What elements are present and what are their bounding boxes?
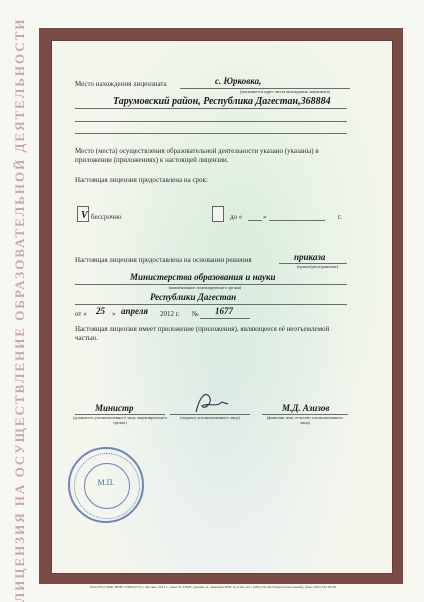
number-line — [200, 318, 250, 319]
number-label: № — [192, 310, 199, 318]
side-title — [6, 17, 34, 602]
date-month: апреля — [121, 306, 149, 316]
date-day: 25 — [96, 306, 105, 316]
date-year: 2012 г. — [160, 310, 180, 318]
position-hint: (должность уполномоченного лица лицензирующего органа) — [72, 415, 168, 425]
until-year: г. — [338, 213, 342, 221]
authority-line-1: Министерства образования и науки — [130, 272, 276, 282]
location-value-1: с. Юрковка, — [215, 76, 262, 86]
location-line-4 — [75, 133, 347, 134]
side-title-text: ЛИЦЕНЗИЯ НА ОСУЩЕСТВЛЕНИЕ ОБРАЗОВАТЕЛЬНОЙ ДЕЯТЕЛЬНОСТИ — [12, 17, 27, 602]
date-sep: » — [112, 310, 116, 318]
license-number: 1677 — [215, 306, 233, 316]
decision-hint: (приказ/распоряжение) — [296, 264, 339, 269]
authority-line-2: Республики Дагестан — [150, 292, 237, 302]
indefinite-label: бессрочно — [91, 213, 122, 221]
signatory-position: Министр — [95, 403, 134, 413]
until-checkbox — [212, 206, 224, 222]
basis-label: Настоящая лицензия предоставлена на основании решения — [75, 256, 252, 264]
printer-footer: ООО Н.Т.ГРАФ, ИНН 7736032770, г. Москва, 2012 г., заказ № 31605, уровень А, лицензия ФНС России, тел.: (495) 332-02-92(многоканальный), факс (495) 332-04-89 — [89, 585, 337, 589]
until-prefix: до « — [230, 213, 243, 221]
signature-hint: (подпись уполномоченного лица) — [180, 415, 240, 420]
location-label: Место нахождения лицензиата — [75, 80, 167, 88]
date-prefix: от « — [75, 310, 87, 318]
authority-hint: (наименование лицензирующего органа) — [168, 285, 242, 290]
term-label: Настоящая лицензия предоставлена на срок: — [75, 176, 208, 184]
official-seal — [68, 447, 144, 523]
until-month-line — [269, 220, 325, 221]
authority-rule-2 — [75, 304, 347, 305]
name-hint: (фамилия, имя, отчество уполномоченного лица) — [266, 415, 344, 425]
location-line-3 — [75, 121, 347, 122]
signatory-name: М.Д. Азизов — [282, 403, 330, 413]
appendix-text: Настоящая лицензия имеет приложение (приложения), являющееся её неотъемлемой частью. — [75, 325, 330, 342]
location-value-2: Тарумовский район, Республика Дагестан,368884 — [113, 96, 331, 107]
signature-mark — [188, 388, 238, 416]
until-mid: » — [263, 213, 267, 221]
until-day-line — [248, 220, 262, 221]
location-hint: (указывается адрес места нахождения лицензиата) — [239, 89, 331, 94]
seal-label: М.П. — [97, 478, 115, 487]
indefinite-mark: V — [81, 210, 88, 221]
activity-place-text: Место (места) осуществления образовательной деятельности указано (указаны) в приложении (приложениях) к настоящей лицензии. — [75, 147, 319, 164]
decision-type: приказа — [294, 252, 326, 262]
location-line-2 — [75, 108, 347, 109]
